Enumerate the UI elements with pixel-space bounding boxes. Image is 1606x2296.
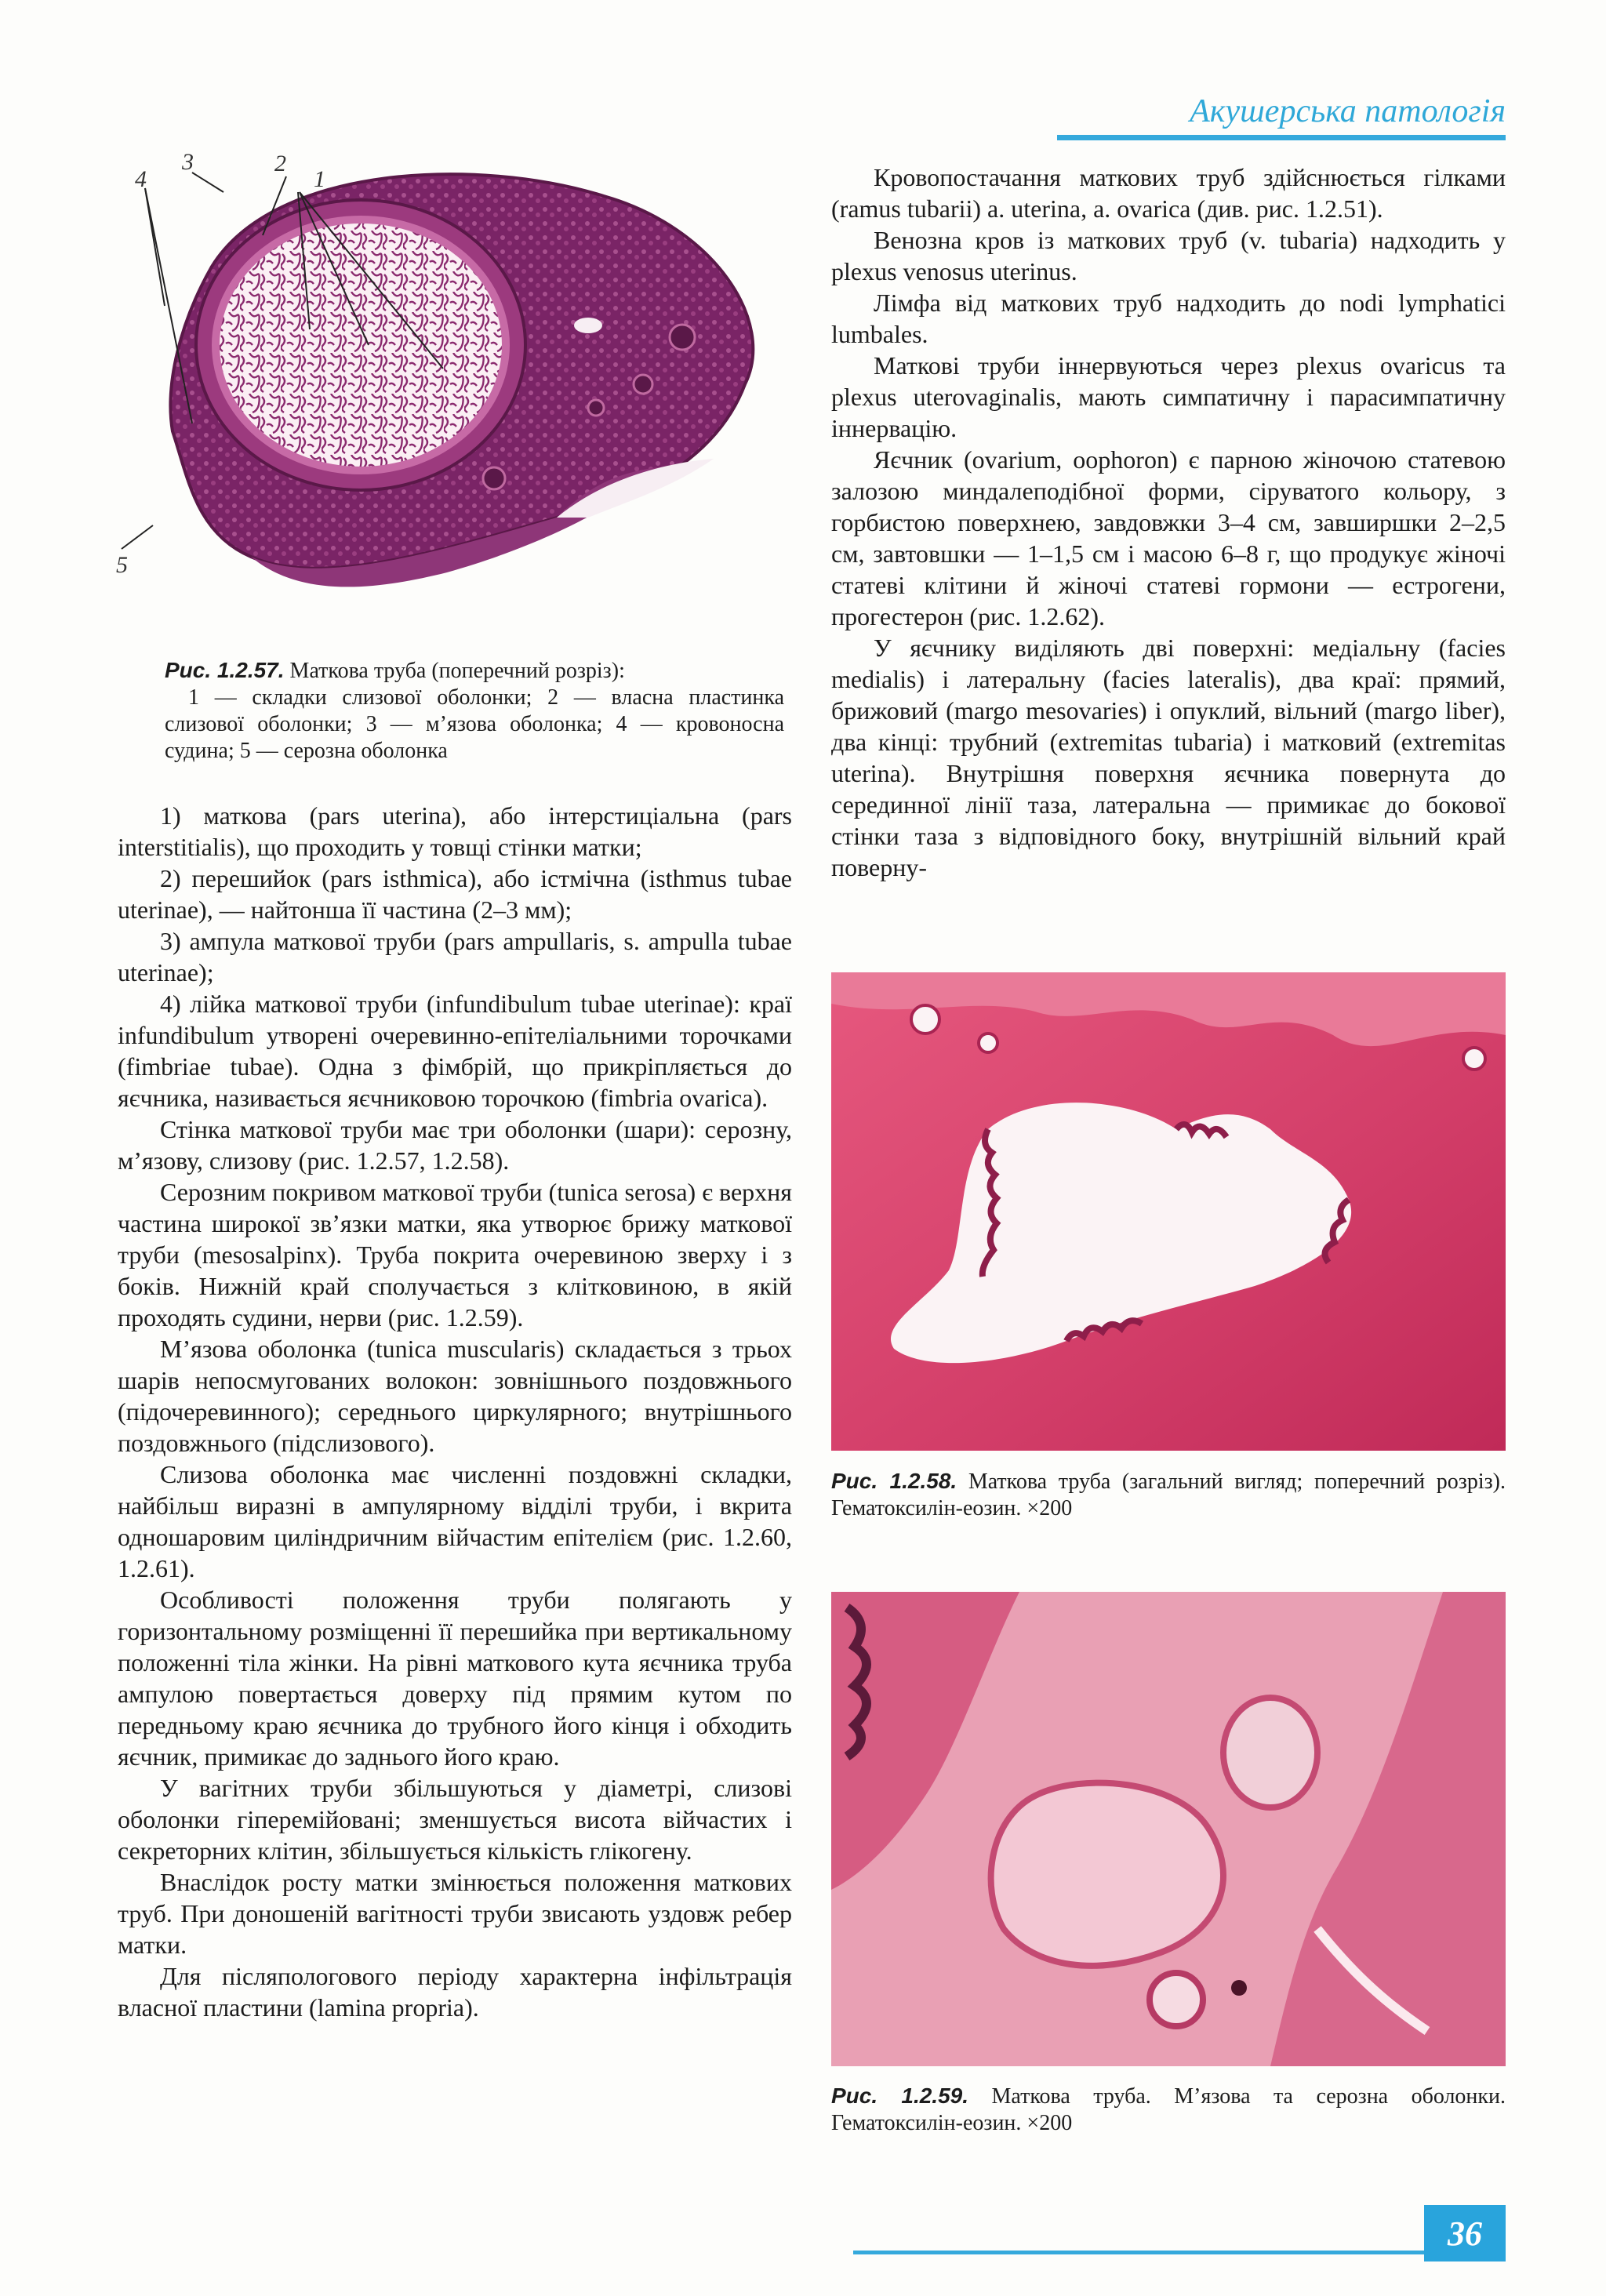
caption-fig-1-2-58 <box>831 1468 1506 1522</box>
marker-4: 4 <box>135 166 147 192</box>
caption-label: Рис. 1.2.58. <box>831 1469 957 1493</box>
left-column-text <box>118 800 792 2023</box>
marker-1: 1 <box>314 166 325 192</box>
paragraph: У яєчнику виділяють дві поверхні: медіальну (facies medialis) і латеральну (facies lateralis), два краї: прямий, брижовий (margo mesovaries) і опуклий, вільний (margo liber), два кінці: трубний (extremitas tubaria) і матковий (extremitas uterina). Внутрішня поверхня яєчника повернута до серединної лінії таза, латеральна — примикає до бокової стінки таза з відповідного боку, внутрішній вільний край поверну- <box>831 634 1506 881</box>
paragraph: Особливості положення труби полягають у горизонтальному розміщенні її перешийка при вертикальному положенні тіла жінки. На рівні маткового кута яєчника труба ампулою повертається доверху під прямим кутом по передньому краю яєчника до трубного його кінця і обходить яєчник, примикає до заднього його краю. <box>118 1586 792 1771</box>
caption-fig-1-2-57 <box>165 657 784 765</box>
page-number: 36 <box>1424 2205 1506 2261</box>
paragraph: 4) лійка маткової труби (infundibulum tubae uterinae): краї infundibulum утворені очеревинно-епітеліальними торочками (fimbriae tubae). Одна з фімбрій, що прикріпляється до яєчника, називається яєчниковою торочкою (fimbria ovarica). <box>118 990 792 1112</box>
paragraph: Венозна кров із маткових труб (v. tubaria) надходить у plexus venosus uterinus. <box>831 226 1506 285</box>
caption-fig-1-2-59 <box>831 2083 1506 2137</box>
caption-label: Рис. 1.2.59. <box>831 2083 969 2108</box>
paragraph: Кровопостачання маткових труб здійснюється гілками (ramus tubarii) a. uterina, a. ovarica (див. рис. 1.2.51). <box>831 163 1506 223</box>
histology-image-1-2-59 <box>831 1592 1506 2066</box>
paragraph: У вагітних труби збільшуються у діаметрі, слизові оболонки гіперемійовані; зменшується висота війчастих і секреторних клітин, збільшується кількість глікогену. <box>118 1774 792 1865</box>
caption-text: Маткова труба (загальний вигляд; поперечний розріз). Гематоксилін-еозин. ×200 <box>831 1470 1506 1520</box>
paragraph: Стінка маткової труби має три оболонки (шари): серозну, м’язову, слизову (рис. 1.2.57, 1.2.58). <box>118 1115 792 1175</box>
figure-1-2-59 <box>831 1592 1506 2066</box>
caption-legend: 1 — складки слизової оболонки; 2 — власна пластинка слизової оболонки; 3 — м’язова оболонка; 4 — кровоносна судина; 5 — серозна оболонка <box>165 685 784 763</box>
paragraph: Яєчник (ovarium, oophoron) є парною жіночою статевою залозою миндалеподібної форми, сіруватого кольору, з горбистою поверхнею, завдовжки 3–4 см, завширшки 2–2,5 см, завтовшки — 1–1,5 см і масою 6–8 г, що продукує жіночі статеві клітини й жіночі статеві гормони — естрогени, прогестерон (рис. 1.2.62). <box>831 445 1506 630</box>
paragraph: Серозним покривом маткової труби (tunica serosa) є верхня частина широкої зв’язки матки, яка утворює брижу маткової труби (mesosalpinx). Труба покрита очеревиною зверху і з боків. Нижній край сполучається з клітковиною, в якій проходять судини, нерви (рис. 1.2.59). <box>118 1178 792 1331</box>
paragraph: Внаслідок росту матки змінюється положення маткових труб. При доношеній вагітності труби звисають уздовж ребер матки. <box>118 1868 792 1959</box>
caption-label: Рис. 1.2.57. <box>165 658 285 682</box>
paragraph: Слизова оболонка має численні поздовжні складки, найбільш виразні в ампулярному відділі труби, і вкрита одношаровим циліндричним війчастим епітелієм (рис. 1.2.60, 1.2.61). <box>118 1460 792 1582</box>
paragraph: 1) маткова (pars uterina), або інтерстиціальна (pars interstitialis), що проходить у товщі стінки матки; <box>118 801 792 861</box>
paragraph: Для післяпологового періоду характерна інфільтрація власної пластини (lamina propria). <box>118 1962 792 2022</box>
caption-title: Маткова труба (поперечний розріз): <box>289 659 625 683</box>
paragraph: 2) перешийок (pars isthmica), або істмічна (isthmus tubae uterinae), — найтонша її частина (2–3 мм); <box>118 864 792 924</box>
paragraph: Маткові труби іннервуються через plexus ovaricus та plexus uterovaginalis, мають симпатичну і парасимпатичну іннервацію. <box>831 351 1506 442</box>
paragraph: М’язова оболонка (tunica muscularis) складається з трьох шарів непосмугованих волокон: зовнішнього поздовжнього (підочеревинного); середнього циркулярного; внутрішнього поздовжнього (підслизового). <box>118 1335 792 1457</box>
right-column-text <box>831 162 1506 883</box>
paragraph: 3) ампула маткової труби (pars ampullaris, s. ampulla tubae uterinae); <box>118 927 792 986</box>
header-rule <box>1057 135 1506 140</box>
marker-3: 3 <box>182 149 194 175</box>
figure-1-2-57 <box>118 149 792 651</box>
paragraph: Лімфа від маткових труб надходить до nodi lymphatici lumbales. <box>831 289 1506 348</box>
footer-rule <box>853 2251 1424 2254</box>
tube-cross-section-image <box>118 149 792 651</box>
caption-text: Маткова труба. М’язова та серозна оболонки. Гематоксилін-еозин. ×200 <box>831 2084 1506 2135</box>
histology-image-1-2-58 <box>831 972 1506 1451</box>
figure-1-2-58 <box>831 972 1506 1451</box>
running-header: Акушерська патологія <box>1190 93 1506 129</box>
marker-5: 5 <box>116 552 128 578</box>
marker-2: 2 <box>274 151 286 176</box>
